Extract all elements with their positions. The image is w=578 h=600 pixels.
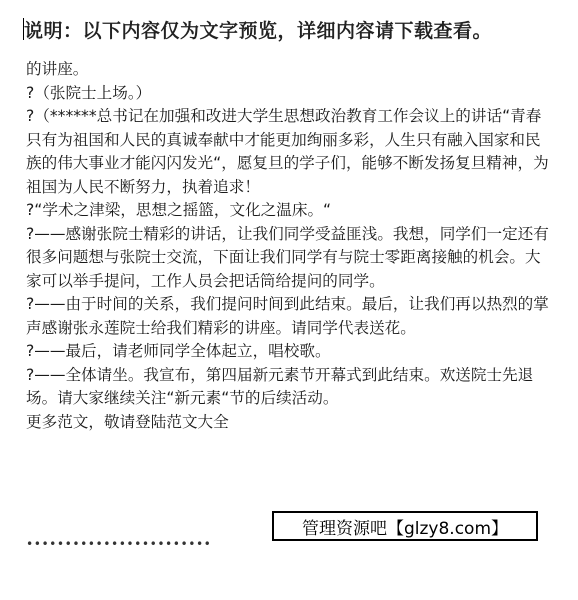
paragraph: ?（张院士上场。） <box>26 83 152 102</box>
dotted-separator: •••••••••••••••••••••••• <box>26 537 212 551</box>
paragraph: ?——最后，请老师同学全体起立，唱校歌。 <box>26 342 331 360</box>
paragraph: ?——由于时间的关系，我们提问时间到此结束。最后，让我们再以热烈的掌声感谢张永莲院士给我们精彩的讲座。请同学代表送花。 <box>26 295 549 337</box>
paragraph: ?——感谢张院士精彩的讲话，让我们同学受益匪浅。我想，同学们一定还有很多问题想与张院士交流，下面让我们同学有与院士零距离接触的机会。大家可以举手提问，工作人员会把话筒给提问的同学。 <box>26 224 549 290</box>
paragraph: ?“学术之津梁，思想之摇篮，文化之温床。“ <box>26 201 332 219</box>
document-body <box>26 58 556 434</box>
paragraph: 更多范文，敬请登陆范文大全 <box>26 412 229 431</box>
watermark-banner: 管理资源吧【glzy8.com】 <box>272 511 538 541</box>
paragraph: 的讲座。 <box>26 60 89 78</box>
paragraph: ?（******总书记在加强和改进大学生思想政治教育工作会议上的讲话“青春只有为祖国和人民的真诚奉献中才能更加绚丽多彩，人生只有融入国家和民族的伟大事业才能闪闪发光“，愿复旦的学子们，能够不断发扬复旦精神，为祖国为人民不断努力，执着追求！ <box>26 107 549 196</box>
preview-notice: 说明：以下内容仅为文字预览，详细内容请下载查看。 <box>24 20 493 42</box>
paragraph: ?——全体请坐。我宣布，第四届新元素节开幕式到此结束。欢送院士先退场。请大家继续关注“新元素“节的后续活动。 <box>26 365 534 407</box>
